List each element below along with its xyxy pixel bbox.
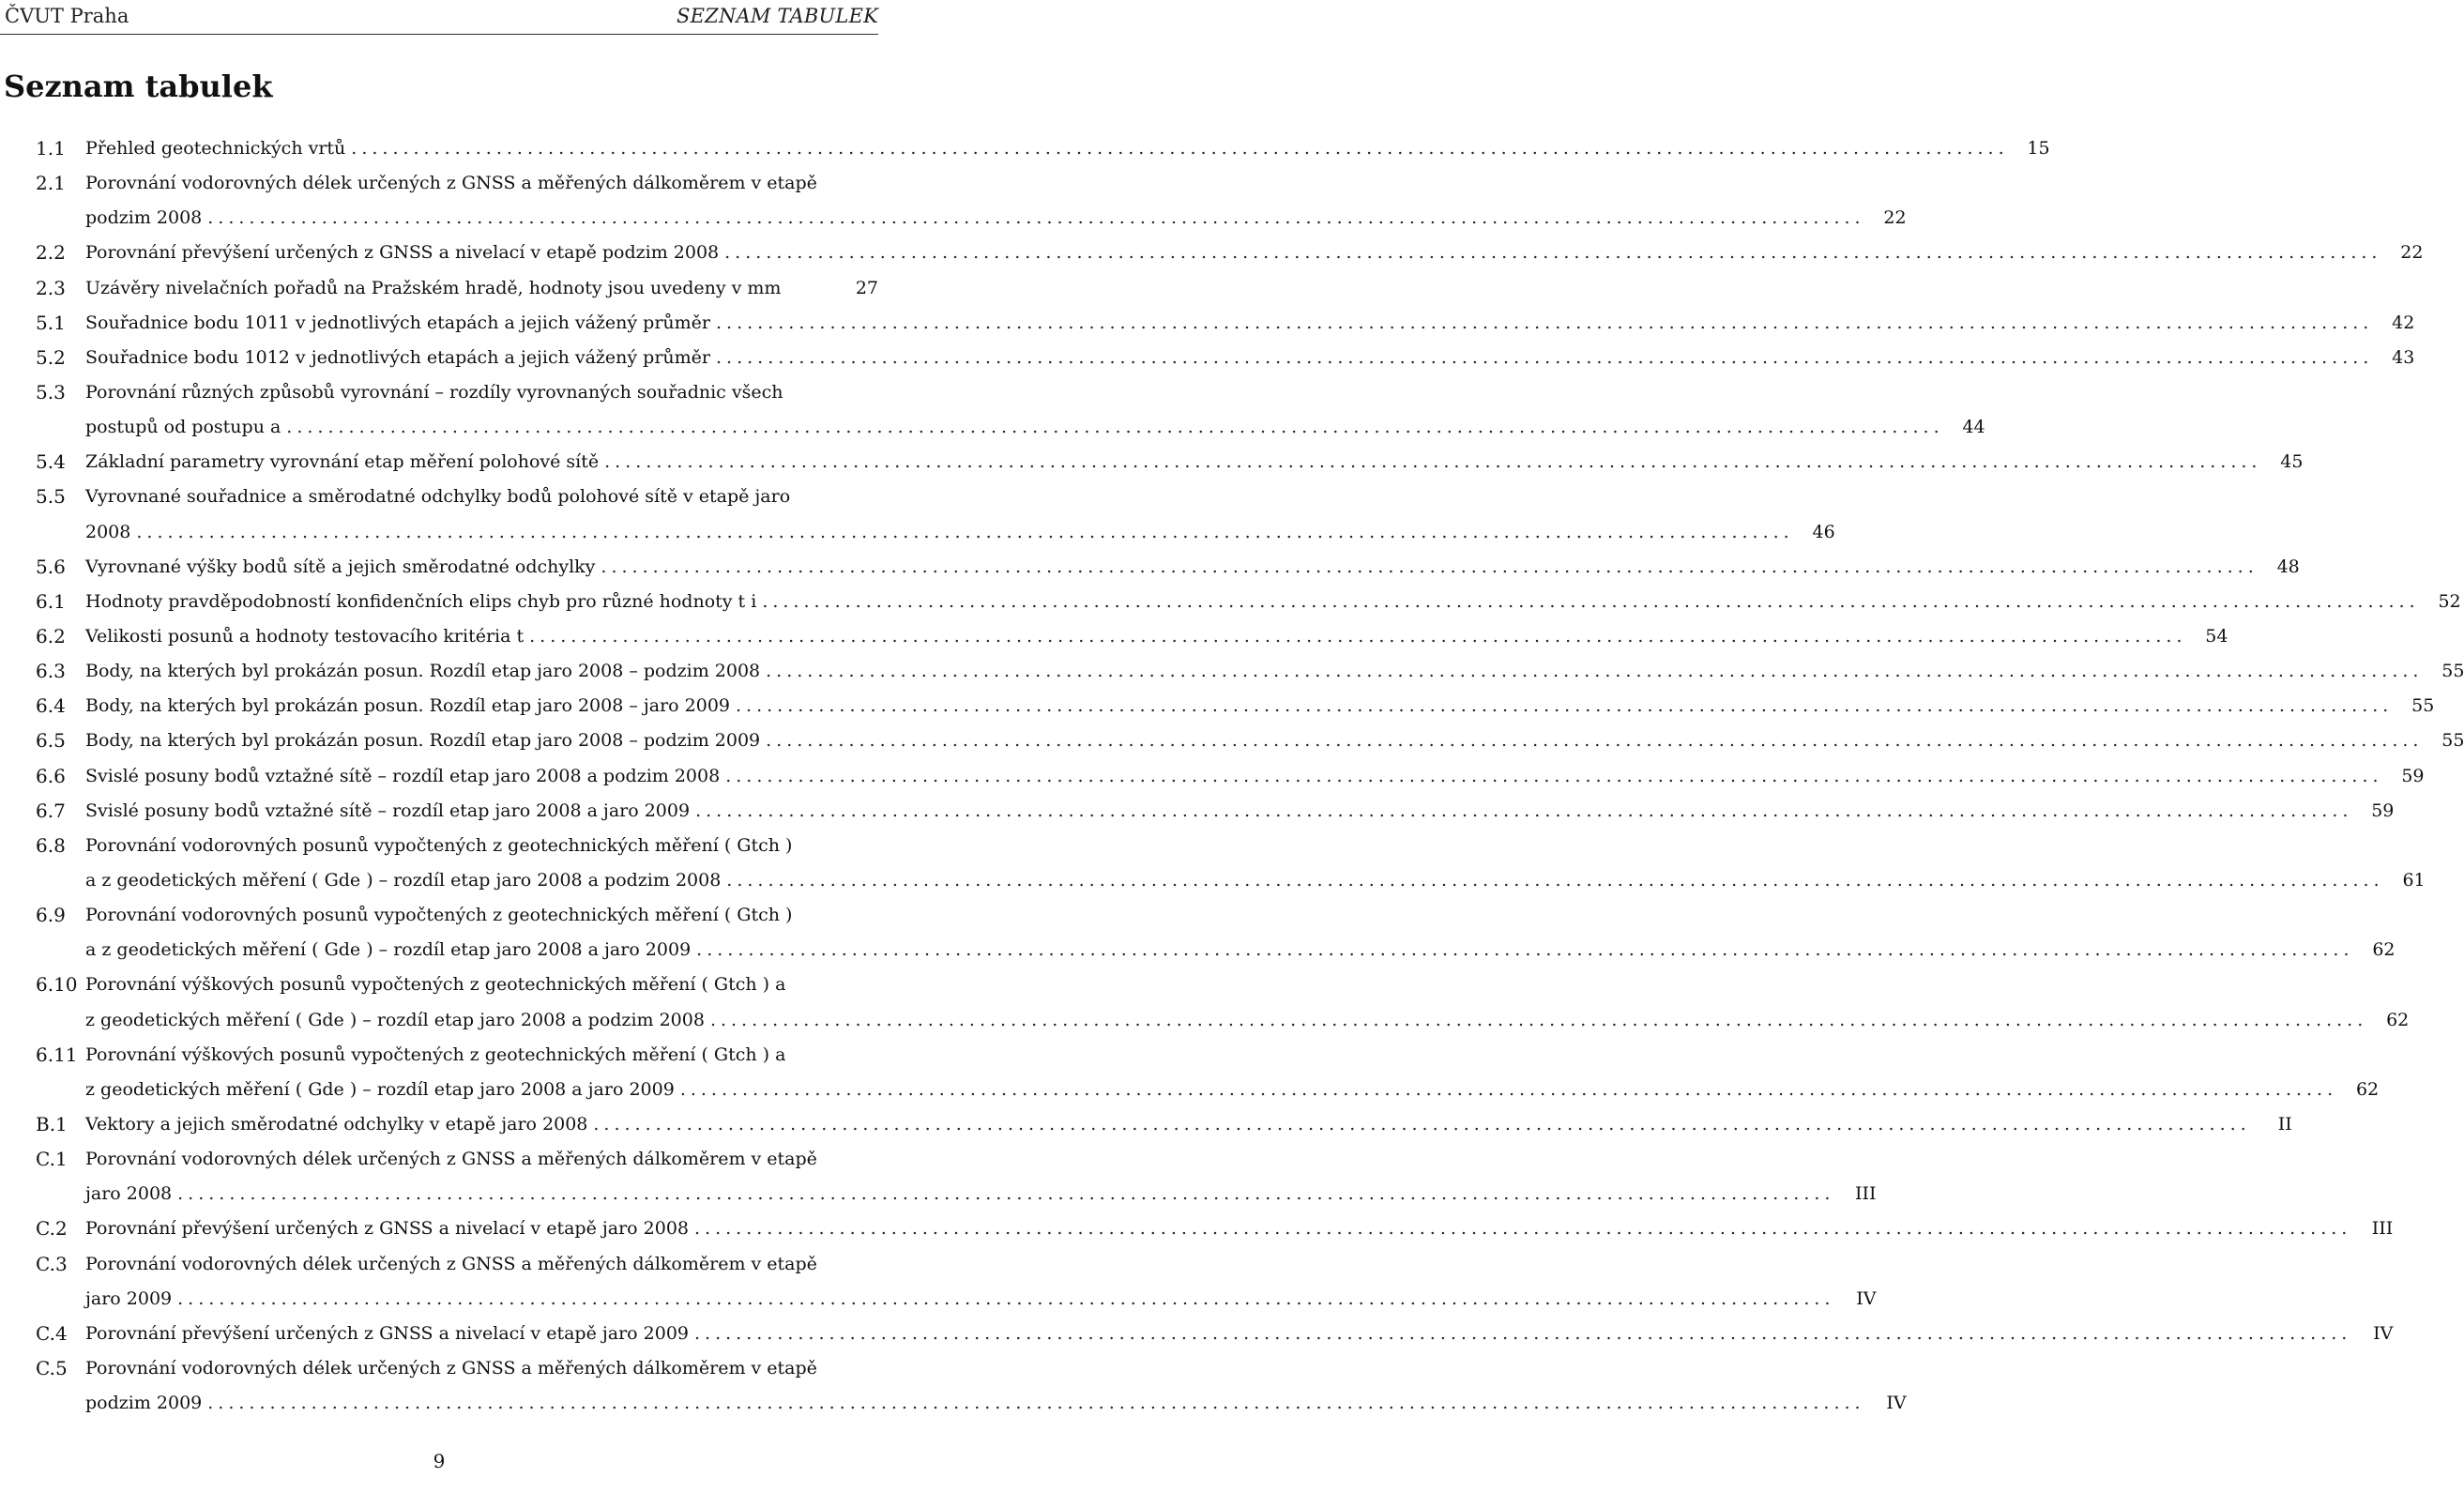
- dot-leader: ................................................................................................................................................................: [736, 695, 2394, 717]
- entry-line: [85, 1003, 2410, 1038]
- entry-last-line: [0, 933, 2396, 967]
- dot-leader: ................................................................................................................................................................: [726, 869, 2384, 891]
- table-number: 6.7: [36, 799, 66, 822]
- page-reference[interactable]: 61: [2402, 869, 2426, 891]
- entry-last-line: [0, 1177, 1877, 1211]
- entry-last-line: [0, 550, 2300, 585]
- table-caption: z geodetických měření ( Gde ) – rozdíl etap jaro 2008 a jaro 2009: [85, 1078, 675, 1100]
- table-caption: Souřadnice bodu 1011 v jednotlivých etapách a jejich vážený průměr: [85, 312, 711, 333]
- page-number: 9: [433, 1450, 446, 1472]
- entry-line: [85, 341, 2415, 375]
- table-caption: Porovnání převýšení určených z GNSS a nivelací v etapě podzim 2008: [85, 242, 720, 264]
- table-caption: Svislé posuny bodů vztažné sítě – rozdíl etap jaro 2008 a jaro 2009: [85, 800, 691, 821]
- table-number: 5.1: [36, 311, 66, 334]
- table-number: 6.8: [36, 833, 66, 857]
- list-item[interactable]: [0, 166, 1907, 236]
- page-reference[interactable]: 22: [1883, 207, 1907, 229]
- table-number: C.5: [36, 1356, 68, 1379]
- dot-leader: ................................................................................................................................................................: [177, 1183, 1835, 1205]
- header-section-title: SEZNAM TABULEK: [677, 5, 878, 27]
- table-caption: Vyrovnané výšky bodů sítě a jejich směrodatné odchylky: [85, 556, 596, 577]
- dot-leader: ................................................................................................................................................................: [766, 730, 2424, 752]
- page-reference[interactable]: 27: [855, 277, 878, 298]
- table-caption-first-line: Porovnání vodorovných délek určených z GNSS a měřených dálkoměrem v etapě: [85, 1253, 817, 1274]
- entry-last-line: [0, 1073, 2380, 1107]
- entry-first-line: [0, 1247, 878, 1282]
- page-reference[interactable]: II: [2277, 1113, 2292, 1135]
- page-reference[interactable]: 62: [2355, 1078, 2380, 1100]
- page-reference[interactable]: III: [2371, 1218, 2394, 1240]
- table-caption: Hodnoty pravděpodobností konfidenčních elips chyb pro různé hodnoty t i: [85, 590, 757, 612]
- entry-line: [85, 689, 2435, 724]
- entry-last-line: [0, 619, 2228, 654]
- dot-leader: ................................................................................................................................................................: [694, 1218, 2352, 1240]
- entry-last-line: [0, 1003, 2410, 1038]
- entry-line: [85, 201, 1907, 236]
- entry-last-line: [0, 306, 2415, 341]
- table-caption-first-line: Porovnání výškových posunů vypočtených z geotechnických měření ( Gtch ) a: [85, 1043, 786, 1065]
- dot-leader: ................................................................................................................................................................: [724, 242, 2382, 264]
- page-reference[interactable]: 59: [2371, 800, 2395, 821]
- dot-leader: ................................................................................................................................................................: [766, 661, 2424, 682]
- dot-leader: ................................................................................................................................................................: [601, 556, 2259, 577]
- page-reference[interactable]: IV: [2373, 1322, 2394, 1344]
- page-reference[interactable]: 52: [2438, 590, 2461, 612]
- table-caption-first-line: Porovnání vodorovných délek určených z GNSS a měřených dálkoměrem v etapě: [85, 173, 817, 194]
- list-item[interactable]: [0, 898, 2396, 967]
- dot-leader: ................................................................................................................................................................: [177, 1287, 1835, 1309]
- table-number: C.2: [36, 1217, 68, 1241]
- table-caption: Vektory a jejich směrodatné odchylky v etapě jaro 2008: [85, 1113, 588, 1135]
- dot-leader: ................................................................................................................................................................: [593, 1113, 2251, 1135]
- list-item[interactable]: [0, 236, 2424, 270]
- table-caption: Body, na kterých byl prokázán posun. Rozdíl etap jaro 2008 – jaro 2009: [85, 695, 731, 717]
- table-caption: jaro 2009: [85, 1287, 173, 1309]
- table-caption-first-line: Porovnání vodorovných délek určených z GNSS a měřených dálkoměrem v etapě: [85, 1149, 817, 1170]
- list-item[interactable]: [0, 306, 2415, 341]
- entry-first-line: [0, 829, 878, 863]
- entry-last-line: [0, 1386, 1907, 1421]
- page-title: Seznam tabulek: [4, 69, 273, 104]
- entry-first-line: [0, 166, 878, 201]
- entry-line: [85, 724, 2464, 758]
- entry-line: [85, 794, 2395, 829]
- dot-leader: ................................................................................................................................................................: [762, 590, 2420, 612]
- table-number: C.3: [36, 1252, 68, 1275]
- entry-last-line: [0, 201, 1907, 236]
- entry-last-line: [0, 1282, 1877, 1317]
- list-item[interactable]: [0, 1142, 1877, 1211]
- entry-first-line: [0, 967, 878, 1002]
- dot-leader: ................................................................................................................................................................: [604, 451, 2262, 473]
- entry-last-line: [0, 236, 2424, 270]
- entry-last-line: [0, 341, 2415, 375]
- list-item[interactable]: [0, 550, 2300, 585]
- table-caption: Základní parametry vyrovnání etap měření polohové sítě: [85, 451, 600, 473]
- entry-line: [85, 1107, 2292, 1142]
- page-reference[interactable]: 59: [2401, 765, 2425, 786]
- entry-last-line: [0, 445, 2304, 480]
- list-item[interactable]: [0, 1247, 1877, 1317]
- list-item[interactable]: [0, 271, 878, 306]
- list-item[interactable]: [0, 619, 2228, 654]
- entry-line: [85, 410, 1985, 445]
- entry-line: [85, 1386, 1907, 1421]
- dot-leader: ................................................................................................................................................................: [709, 1009, 2368, 1030]
- dot-leader: ................................................................................................................................................................: [351, 138, 2009, 159]
- table-caption: podzim 2009: [85, 1393, 203, 1414]
- list-item[interactable]: [0, 585, 2461, 619]
- table-number: 5.3: [36, 380, 66, 404]
- table-caption: podzim 2008: [85, 207, 203, 229]
- dot-leader: ................................................................................................................................................................: [694, 1322, 2352, 1344]
- table-number: 6.6: [36, 764, 66, 787]
- table-number: 2.1: [36, 172, 66, 195]
- list-item[interactable]: [0, 1038, 2380, 1107]
- dot-leader: ................................................................................................................................................................: [725, 765, 2383, 786]
- table-number: 5.4: [36, 450, 66, 474]
- entry-line: [85, 236, 2424, 270]
- entry-last-line: [0, 1317, 2394, 1351]
- entry-line: [85, 1211, 2394, 1246]
- page-reference[interactable]: 15: [2027, 138, 2050, 159]
- table-number: 1.1: [36, 137, 66, 160]
- list-item[interactable]: [0, 445, 2304, 480]
- entry-line: [85, 585, 2461, 619]
- table-number: 6.9: [36, 904, 66, 927]
- entry-line: [85, 445, 2304, 480]
- list-item[interactable]: [0, 375, 1985, 445]
- table-caption-first-line: Porovnání vodorovných posunů vypočtených z geotechnických měření ( Gtch ): [85, 834, 793, 856]
- list-item[interactable]: [0, 1211, 2394, 1246]
- entry-first-line: [0, 1038, 878, 1073]
- entry-first-line: [0, 375, 878, 410]
- page-reference[interactable]: 55: [2441, 730, 2464, 752]
- dot-leader: ................................................................................................................................................................: [716, 346, 2374, 368]
- table-number: 5.2: [36, 345, 66, 369]
- entry-last-line: [0, 1107, 2292, 1142]
- page-reference[interactable]: IV: [1886, 1393, 1907, 1414]
- page-reference[interactable]: 48: [2276, 556, 2300, 577]
- list-item[interactable]: [0, 759, 2425, 794]
- table-caption: a z geodetických měření ( Gde ) – rozdíl etap jaro 2008 a podzim 2008: [85, 869, 722, 891]
- table-caption: Body, na kterých byl prokázán posun. Rozdíl etap jaro 2008 – podzim 2008: [85, 661, 761, 682]
- entry-line: [85, 619, 2228, 654]
- page-reference[interactable]: 22: [2400, 242, 2424, 264]
- entry-line: [85, 306, 2415, 341]
- table-number: 6.2: [36, 624, 66, 647]
- table-number: B.1: [36, 1112, 68, 1135]
- dot-leader: ................................................................................................................................................................: [286, 417, 1944, 438]
- entry-last-line: [0, 794, 2395, 829]
- entry-line: [85, 1317, 2394, 1351]
- entry-last-line: [0, 515, 1835, 550]
- table-caption: z geodetických měření ( Gde ) – rozdíl etap jaro 2008 a podzim 2008: [85, 1009, 705, 1030]
- page-reference[interactable]: III: [1854, 1183, 1877, 1205]
- table-caption-first-line: Porovnání vodorovných posunů vypočtených z geotechnických měření ( Gtch ): [85, 905, 793, 926]
- entry-first-line: [0, 1142, 878, 1177]
- page-reference[interactable]: 42: [2392, 312, 2415, 333]
- entry-line: [85, 863, 2426, 898]
- list-item[interactable]: [0, 689, 2435, 724]
- entry-first-line: [0, 1351, 878, 1386]
- table-caption: jaro 2008: [85, 1183, 173, 1205]
- dot-leader: ................................................................................................................................................................: [679, 1078, 2338, 1100]
- entry-last-line: [0, 654, 2464, 689]
- entry-last-line: [0, 1211, 2394, 1246]
- entry-last-line: [0, 131, 2050, 166]
- entry-line: [85, 1177, 1877, 1211]
- table-caption-first-line: Vyrovnané souřadnice a směrodatné odchylky bodů polohové sítě v etapě jaro: [85, 486, 791, 508]
- page-reference[interactable]: 54: [2205, 625, 2228, 647]
- table-number: 2.3: [36, 276, 66, 299]
- entry-last-line: [0, 689, 2435, 724]
- table-caption: a z geodetických měření ( Gde ) – rozdíl etap jaro 2008 a jaro 2009: [85, 939, 692, 961]
- table-caption-first-line: Porovnání výškových posunů vypočtených z geotechnických měření ( Gtch ) a: [85, 974, 786, 996]
- entry-last-line: [0, 410, 1985, 445]
- entry-line: [85, 550, 2300, 585]
- table-caption: Velikosti posunů a hodnoty testovacího kritéria t: [85, 625, 525, 647]
- list-item[interactable]: [0, 724, 2464, 758]
- page-reference[interactable]: 44: [1962, 417, 1985, 438]
- page-reference[interactable]: 45: [2280, 451, 2304, 473]
- page-reference[interactable]: 55: [2411, 695, 2435, 717]
- entry-last-line: [0, 863, 2426, 898]
- table-caption: Porovnání převýšení určených z GNSS a nivelací v etapě jaro 2009: [85, 1322, 689, 1344]
- running-header: [0, 0, 878, 35]
- table-caption: Přehled geotechnických vrtů: [85, 138, 346, 159]
- page-reference[interactable]: 55: [2441, 661, 2464, 682]
- list-item[interactable]: [0, 480, 1835, 549]
- table-number: C.1: [36, 1148, 68, 1171]
- page-reference[interactable]: 43: [2392, 346, 2415, 368]
- page-reference[interactable]: IV: [1856, 1287, 1877, 1309]
- page-reference[interactable]: 46: [1812, 521, 1835, 542]
- entry-line: [85, 515, 1835, 550]
- entry-first-line: [0, 898, 878, 933]
- list-item[interactable]: [0, 654, 2464, 689]
- list-of-tables: [0, 131, 2464, 1421]
- list-item[interactable]: [0, 967, 2410, 1037]
- dot-leader: ................................................................................................................................................................: [716, 312, 2374, 333]
- list-item[interactable]: [0, 341, 2415, 375]
- table-number: 5.5: [36, 485, 66, 509]
- list-item[interactable]: [0, 794, 2395, 829]
- entry-last-line: [0, 759, 2425, 794]
- table-number: 6.3: [36, 660, 66, 683]
- table-caption: Porovnání převýšení určených z GNSS a nivelací v etapě jaro 2008: [85, 1218, 689, 1240]
- table-caption: Body, na kterých byl prokázán posun. Rozdíl etap jaro 2008 – podzim 2009: [85, 730, 761, 752]
- dot-leader: ................................................................................................................................................................: [207, 207, 1865, 229]
- entry-line: [85, 271, 878, 306]
- entry-line: [85, 1073, 2380, 1107]
- entry-line: [85, 759, 2425, 794]
- dot-leader: ................................................................................................................................................................: [696, 939, 2354, 961]
- table-number: 6.10: [36, 973, 78, 997]
- entry-line: [85, 1282, 1877, 1317]
- table-number: 2.2: [36, 241, 66, 265]
- table-number: 6.11: [36, 1043, 78, 1066]
- page-reference[interactable]: 62: [2386, 1009, 2410, 1030]
- list-item[interactable]: [0, 131, 2050, 166]
- page-reference[interactable]: 62: [2372, 939, 2396, 961]
- dot-leader: ................................................................................................................................................................: [207, 1393, 1865, 1414]
- entry-last-line: [0, 271, 878, 306]
- table-caption-first-line: Porovnání vodorovných délek určených z GNSS a měřených dálkoměrem v etapě: [85, 1357, 817, 1379]
- dot-leader: ................................................................................................................................................................: [136, 521, 1794, 542]
- entry-line: [85, 933, 2396, 967]
- list-item[interactable]: [0, 1107, 2292, 1142]
- entry-line: [85, 131, 2050, 166]
- list-item[interactable]: [0, 1317, 2394, 1351]
- list-item[interactable]: [0, 829, 2426, 898]
- table-caption: Souřadnice bodu 1012 v jednotlivých etapách a jejich vážený průměr: [85, 346, 711, 368]
- dot-leader: ................................................................................................................................................................: [695, 800, 2353, 821]
- table-number: 6.5: [36, 729, 66, 753]
- entry-last-line: [0, 585, 2461, 619]
- list-item[interactable]: [0, 1351, 1907, 1421]
- table-number: 6.4: [36, 694, 66, 718]
- table-caption: postupů od postupu a: [85, 417, 281, 438]
- table-caption: Uzávěry nivelačních pořadů na Pražském hradě, hodnoty jsou uvedeny v mm: [85, 277, 782, 298]
- table-number: 6.1: [36, 589, 66, 613]
- header-institution: ČVUT Praha: [5, 5, 129, 27]
- entry-last-line: [0, 724, 2464, 758]
- table-number: 5.6: [36, 555, 66, 578]
- entry-line: [85, 654, 2464, 689]
- table-number: C.4: [36, 1321, 68, 1345]
- table-caption: 2008: [85, 521, 131, 542]
- entry-first-line: [0, 480, 878, 514]
- dot-leader: ................................................................................................................................................................: [529, 625, 2187, 647]
- table-caption-first-line: Porovnání různých způsobů vyrovnání – rozdíly vyrovnaných souřadnic všech: [85, 381, 783, 403]
- table-caption: Svislé posuny bodů vztažné sítě – rozdíl etap jaro 2008 a podzim 2008: [85, 765, 721, 786]
